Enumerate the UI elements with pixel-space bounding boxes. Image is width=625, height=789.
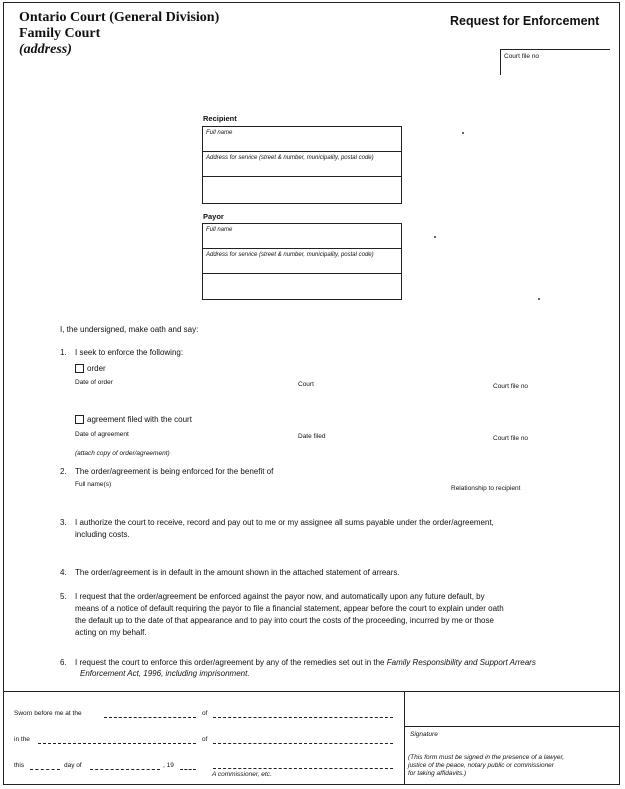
court-header [19, 10, 219, 58]
court-file-number-label: Court file no [504, 53, 540, 60]
signature-rule [404, 726, 619, 727]
sworn-before-label: Sworn before me at the [14, 710, 82, 717]
item-6-line-1-text: I request the court to enforce this order/agreement by any of the remedies set out in the [75, 658, 387, 667]
recipient-heading: Recipient [203, 114, 237, 123]
oath-intro: I, the undersigned, make oath and say: [60, 325, 199, 334]
item-2-text: The order/agreement is being enforced for the benefit of [75, 467, 274, 476]
court-label: Court [298, 381, 314, 388]
form-page [3, 2, 620, 785]
full-names-label: Full name(s) [75, 481, 112, 488]
in-the-field[interactable] [38, 743, 196, 744]
scan-speck [434, 236, 436, 238]
signature-note-line-1: (This form must be signed in the presence of a lawyer, [408, 754, 565, 761]
year-field[interactable] [180, 769, 196, 770]
order-option[interactable] [75, 364, 106, 373]
signature-note-line-2: justice of the peace, notary public or commissioner [408, 762, 554, 769]
item-6-number: 6. [60, 658, 67, 667]
recipient-full-name-label: Full name [206, 130, 233, 136]
of-label-2: of [202, 736, 208, 743]
day-field[interactable] [30, 769, 60, 770]
item-5-line-3: the default up to the date of that appearance and to pay into court the costs of the proceeding, incurred by me or those [75, 616, 494, 625]
item-2-number: 2. [60, 467, 67, 476]
scan-speck [462, 132, 464, 134]
payor-heading: Payor [203, 212, 224, 221]
this-label: this [14, 762, 25, 769]
court-address: (address) [19, 42, 72, 57]
item-3-number: 3. [60, 518, 67, 527]
in-the-of-field[interactable] [213, 743, 393, 744]
jurat-divider [404, 691, 405, 785]
sworn-place-of-field[interactable] [213, 717, 393, 718]
year-prefix: , 19 [163, 762, 174, 769]
signature-note-line-3: for taking affidavits.) [408, 770, 467, 777]
signature-label: Signature [410, 731, 438, 738]
recipient-address-label: Address for service (street & number, municipality, postal code) [206, 155, 374, 161]
court-file-number-field[interactable] [500, 49, 610, 75]
item-5-line-4: acting on my behalf. [75, 628, 147, 637]
agreement-option[interactable] [75, 415, 192, 424]
date-filed-label: Date filed [298, 433, 326, 440]
item-1-number: 1. [60, 348, 67, 357]
payor-address-label: Address for service (street & number, municipality, postal code) [206, 252, 374, 258]
payor-full-name-label: Full name [206, 227, 233, 233]
recipient-address-field[interactable] [203, 152, 401, 177]
in-the-label: in the [14, 736, 30, 743]
commissioner-label: A commissioner, etc. [212, 771, 272, 778]
date-of-agreement-label: Date of agreement [75, 431, 129, 438]
item-1-text: I seek to enforce the following: [75, 348, 184, 357]
attach-copy-note: (attach copy of order/agreement) [75, 450, 170, 457]
commissioner-signature-field[interactable] [213, 768, 393, 769]
order-checkbox[interactable] [75, 364, 84, 373]
day-of-label: day of [64, 762, 82, 769]
date-of-order-label: Date of order [75, 379, 113, 386]
scan-speck [538, 298, 540, 300]
recipient-address-extra-field[interactable] [203, 177, 401, 203]
month-field[interactable] [90, 769, 160, 770]
court-file-no-label-a: Court file no [493, 383, 529, 390]
item-3-line-2: including costs. [75, 530, 130, 539]
relationship-label: Relationship to recipient [451, 485, 521, 492]
recipient-full-name-field[interactable] [203, 127, 401, 152]
agreement-label: agreement filed with the court [87, 415, 192, 424]
form-title: Request for Enforcement [450, 14, 600, 28]
payor-address-field[interactable] [203, 249, 401, 274]
item-5-line-1: I request that the order/agreement be enforced against the payor now, and automatically upon any future default, by [75, 592, 485, 601]
court-file-no-label-b: Court file no [493, 435, 529, 442]
recipient-box [202, 126, 402, 204]
act-title-part-2: Enforcement Act, 1996, including imprisonment. [80, 669, 250, 678]
item-4-text: The order/agreement is in default in the amount shown in the attached statement of arrears. [75, 568, 400, 577]
item-5-line-2: means of a notice of default requiring the payor to file a financial statement, appear before the court to explain under oath [75, 604, 504, 613]
item-3-line-1: I authorize the court to receive, record and pay out to me or my assignee all sums payable under the order/agreement, [75, 518, 494, 527]
act-title-part-1: Family Responsibility and Support Arrears [386, 658, 536, 667]
of-label-1: of [202, 710, 208, 717]
court-branch: Family Court [19, 26, 101, 41]
signature-note [408, 754, 564, 778]
item-5-number: 5. [60, 592, 67, 601]
jurat-top-rule [4, 691, 619, 692]
payor-address-extra-field[interactable] [203, 274, 401, 299]
order-label: order [87, 364, 106, 373]
agreement-checkbox[interactable] [75, 415, 84, 424]
payor-box [202, 223, 402, 300]
court-name: Ontario Court (General Division) [19, 10, 220, 25]
sworn-place-field[interactable] [104, 717, 196, 718]
payor-full-name-field[interactable] [203, 224, 401, 249]
item-6-line-1 [75, 658, 536, 667]
item-4-number: 4. [60, 568, 67, 577]
